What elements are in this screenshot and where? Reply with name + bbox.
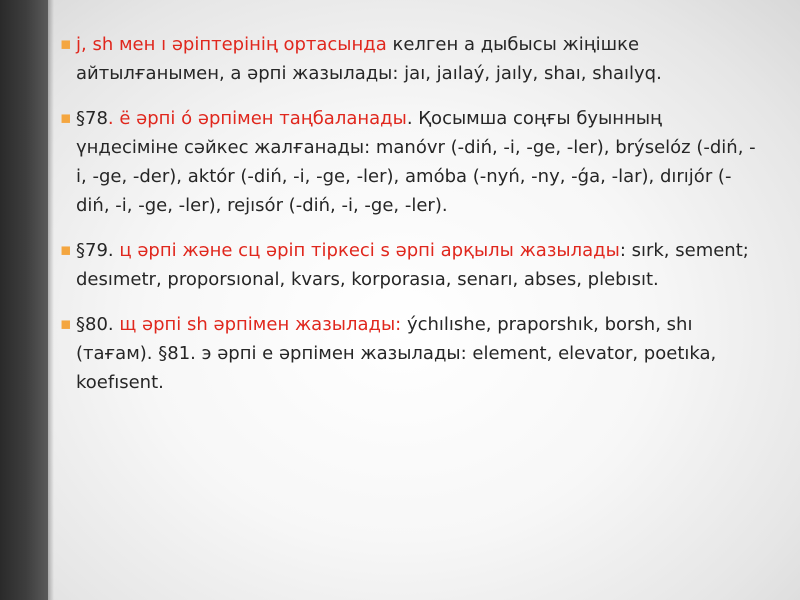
paragraph-2-highlight: . ё әрпі ó әрпімен таңбаланады: [107, 108, 407, 129]
left-sidebar-bar: [0, 0, 48, 600]
slide-content: [60, 30, 760, 413]
paragraph-3-text: : sırk, sement; desımetr, proporsıonal, kvars, korporasıa, senarı, abses, plebısıt.: [76, 240, 749, 290]
bullet-icon: ▪: [60, 108, 72, 128]
paragraph-3-section-number: §79.: [76, 240, 114, 261]
paragraph-1-highlight: j, sh мен ı әріптерінің ортасында: [76, 34, 387, 55]
bullet-icon: ▪: [60, 314, 72, 334]
paragraph-2-text: . Қосымша соңғы буынның үндесіміне сәйкес жалғанады: manóvr (-diń, -i, -ge, -ler), brýselóz (-diń, -i, -ge, -der), aktór (-diń, -i, -ge, -ler), amóba (-nyń, -ny, -ǵa, -lar), dırıjór (-diń, -i, -ge, -ler), rejısór (-diń, -i, -ge, -ler).: [76, 108, 756, 216]
paragraph-2: [60, 104, 760, 220]
paragraph-4-text: ýchılıshe, praporshık, borsh, shı (тағам). §81. э әрпі е әрпімен жазылады: element, elevator, poetıka, koefısent.: [76, 314, 717, 393]
sidebar-shadow: [48, 0, 54, 600]
paragraph-4-highlight: щ әрпі sh әрпімен жазылады:: [113, 314, 402, 335]
paragraph-1-text: келген а дыбысы жіңішке айтылғанымен, а әрпі жазылады: jaı, jaılaý, jaıly, shaı, shaılyq.: [76, 34, 662, 84]
paragraph-1: [60, 30, 760, 88]
paragraph-4: [60, 310, 760, 397]
bullet-icon: ▪: [60, 240, 72, 260]
paragraph-4-section-number: §80.: [76, 314, 114, 335]
paragraph-3: [60, 236, 760, 294]
bullet-icon: ▪: [60, 34, 72, 54]
paragraph-3-highlight: ц әрпі және сц әріп тіркесі s әрпі арқылы жазылады: [113, 240, 620, 261]
paragraph-2-section-number: §78: [76, 108, 108, 129]
